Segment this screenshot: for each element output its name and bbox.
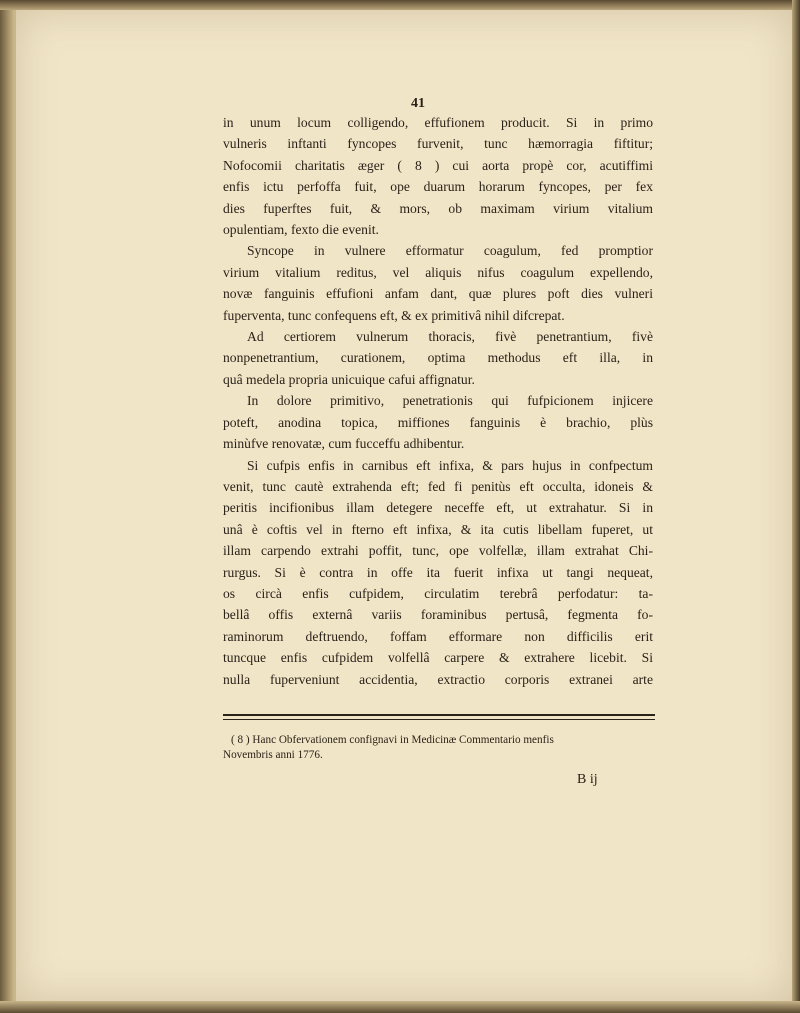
paragraph-1	[223, 112, 653, 240]
text-line: Si cufpis enfis in carnibus eft infixa, & pars hujus in confpectum	[247, 457, 653, 473]
text-line: dies fuperftes fuit, & mors, ob maximam virium vitalium	[223, 200, 653, 216]
paragraph-3	[223, 326, 653, 390]
text-line: poteft, anodina topica, miffiones fanguinis è brachio, plùs	[223, 414, 653, 430]
text-line: illam carpendo extrahi poffit, tunc, ope volfellæ, illam extrahat Chi-	[223, 543, 653, 559]
text-line: peritis incifionibus illam detegere neceffe eft, ut extrahatur. Si in	[223, 500, 653, 516]
footnote-line: ( 8 ) Hanc Obfervationem confignavi in Medicinæ Commentario menfis	[231, 734, 554, 746]
footnote	[223, 733, 653, 763]
text-line: unâ è coftis vel in fterno eft infixa, & ita cutis libellam fuperet, ut	[223, 521, 653, 537]
text-line: novæ fanguinis effufioni anfam dant, quæ plures poft dies vulneri	[223, 286, 653, 302]
text-line: venit, tunc cautè extrahenda eft; fed fi penitùs eft occulta, idoneis &	[223, 478, 653, 494]
text-line: Syncope in vulnere efformatur coagulum, fed promptior	[247, 243, 653, 259]
text-line: nulla fuperveniunt accidentia, extractio corporis extranei arte	[223, 671, 653, 687]
text-line: enfis ictu perfoffa fuit, ope duarum horarum fyncopes, per fex	[223, 179, 653, 195]
bottom-page-edge	[0, 1001, 800, 1013]
main-text-block	[223, 112, 653, 690]
text-line: virium vitalium reditus, vel aliquis nifus coagulum expellendo,	[223, 264, 653, 280]
text-line: vulneris inftanti fyncopes furvenit, tunc hæmorragia fiftitur;	[223, 136, 653, 152]
paragraph-4	[223, 390, 653, 454]
text-line: quâ medela propria unicuique cafui affignatur.	[223, 371, 475, 387]
text-line: os circà enfis cufpidem, circulatim terebrâ perfodatur: ta-	[223, 585, 653, 601]
paragraph-5	[223, 455, 653, 690]
signature-mark: B ij	[577, 772, 598, 787]
text-line: bellâ offis externâ variis foraminibus pertusâ, fegmenta fo-	[223, 607, 653, 623]
footnote-line: Novembris anni 1776.	[223, 749, 323, 761]
text-line: minùfve renovatæ, cum fucceffu adhibentur.	[223, 436, 465, 452]
text-line: raminorum deftruendo, foffam efformare non difficilis erit	[223, 628, 653, 644]
text-line: nonpenetrantium, curationem, optima methodus eft illa, in	[223, 350, 653, 366]
text-line: opulentiam, fexto die evenit.	[223, 222, 379, 238]
text-line: in unum locum colligendo, effufionem producit. Si in primo	[223, 115, 653, 130]
footnote-rule	[223, 714, 655, 720]
text-line: fuperventa, tunc confequens eft, & ex primitivâ nihil difcrepat.	[223, 307, 565, 323]
page-number: 41	[411, 96, 425, 111]
book-spine-shadow	[0, 0, 14, 1013]
top-page-edge	[0, 0, 800, 10]
text-line: Nofocomii charitatis æger ( 8 ) cui aorta propè cor, acutiffimi	[223, 157, 653, 173]
text-line: In dolore primitivo, penetrationis qui fufpicionem injicere	[247, 393, 653, 409]
paragraph-2	[223, 240, 653, 326]
text-line: tuncque enfis cufpidem volfellâ carpere & extrahere licebit. Si	[223, 650, 653, 666]
text-line: rurgus. Si è contra in offe ita fuerit infixa ut tangi nequeat,	[223, 564, 653, 580]
text-line: Ad certiorem vulnerum thoracis, fivè penetrantium, fivè	[247, 329, 653, 345]
right-page-edge	[792, 0, 800, 1013]
